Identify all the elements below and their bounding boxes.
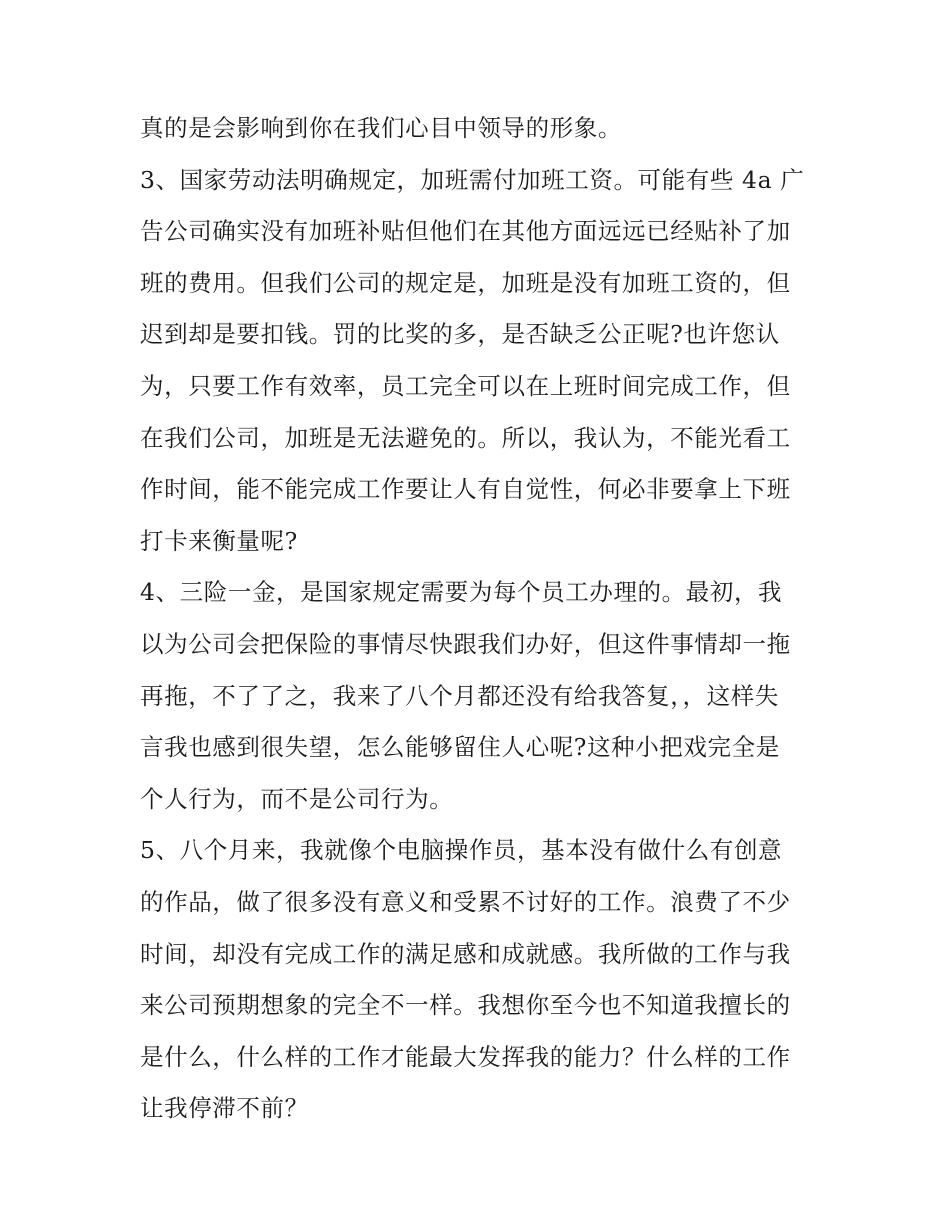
text-line: 来公司预期想象的完全不一样。我想你至今也不知道我擅长的 <box>140 991 791 1020</box>
text-line: 4、三险一金，是国家规定需要为每个员工办理的。最初，我 <box>140 578 783 607</box>
text-line: 5、八个月来，我就像个电脑操作员，基本没有做什么有创意 <box>140 836 783 865</box>
text-line: 是什么，什么样的工作才能最大发挥我的能力？什么样的工作 <box>140 1042 791 1071</box>
text-line: 时间，却没有完成工作的满足感和成就感。我所做的工作与我 <box>140 939 791 968</box>
text-line: 作时间，能不能完成工作要让人有自觉性，何必非要拿上下班 <box>140 475 791 504</box>
text-line: 的作品，做了很多没有意义和受累不讨好的工作。浪费了不少 <box>140 887 791 916</box>
text-line: 班的费用。但我们公司的规定是，加班是没有加班工资的，但 <box>140 268 791 297</box>
text-line: 3、国家劳动法明确规定，加班需付加班工资。可能有些 4a 广 <box>140 165 805 194</box>
text-line: 告公司确实没有加班补贴但他们在其他方面远远已经贴补了加 <box>140 217 791 246</box>
text-line: 言我也感到很失望，怎么能够留住人心呢?这种小把戏完全是 <box>140 733 780 762</box>
text-line: 打卡来衡量呢? <box>140 526 298 555</box>
text-line: 以为公司会把保险的事情尽快跟我们办好，但这件事情却一拖 <box>140 629 791 658</box>
text-line: 在我们公司，加班是无法避免的。所以，我认为，不能光看工 <box>140 423 791 452</box>
text-line: 迟到却是要扣钱。罚的比奖的多，是否缺乏公正呢?也许您认 <box>140 320 780 349</box>
text-line: 个人行为，而不是公司行为。 <box>140 784 454 813</box>
text-line: 让我停滞不前？ <box>140 1094 309 1123</box>
text-line: 再拖，不了了之，我来了八个月都还没有给我答复，，这样失 <box>140 681 779 710</box>
body-text <box>140 103 820 1135</box>
text-line: 为，只要工作有效率，员工完全可以在上班时间完成工作，但 <box>140 371 791 400</box>
text-line: 真的是会影响到你在我们心目中领导的形象。 <box>140 114 622 142</box>
